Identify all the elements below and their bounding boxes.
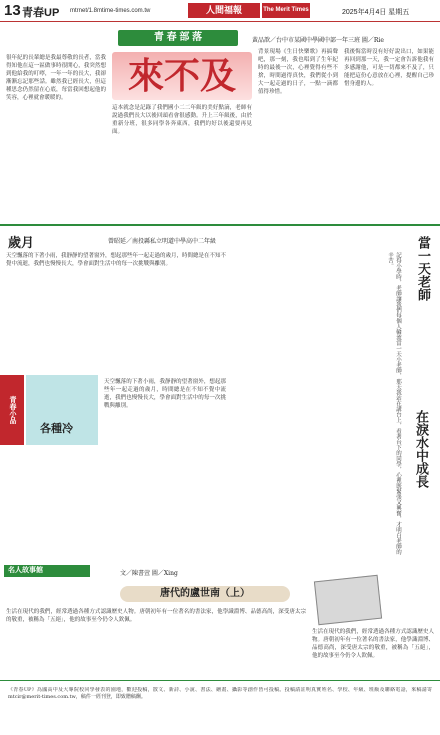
poem-text: 天空飄落的下著小雨，我靜靜的望著窗外，想起那些年一起走過的歲月，時間總是在不知不覺中流逝，我們也慢慢長大，學會面對生活中的每一次挑戰與離別。	[104, 379, 226, 409]
poem-title: 各種冷	[40, 422, 73, 435]
article-column: 背景現場《生日快樂歌》再搞聲吧，那一刻，我也唱到了生年紀時的最後一次，心裡覺得有些不捨，時間過得真快，我們從小到大一起走過的日子，一點一滴都值得珍惜。	[258, 49, 338, 95]
column-text: 記得小學時，老師讓我們每個人輪流當一天小老師，那天我站在講台上，看著台下的同學，心裡既緊張又興奮，才明白老師的辛苦。	[387, 252, 401, 555]
article-author: 黃品歆／台中市某國中學國中部一年三班 圖／Rie	[252, 37, 384, 44]
article-title: 來不及	[112, 52, 252, 100]
feature-title: 唐代的盧世南（上）	[120, 586, 290, 602]
page-number: 13	[4, 2, 21, 19]
column-title: 當一天老師	[415, 236, 430, 301]
footer-notice: 《青春UP》為國高中及大專院校同學發表的園地，歡迎投稿，散文、新詩、小說、書法、繪畫、攝影等創作皆可投稿。投稿請註明真實姓名、學校、年級、班級及聯絡電話，來稿請寄 mtcir@merit-times.com.tw，稿件一經刊登，即致贈稿酬。	[8, 687, 432, 700]
section-badge: 青 春 部 落	[118, 30, 238, 46]
article-column: 我後悔當時沒有好好說出口，如果能再回到那一天，我一定會告訴他我有多感謝他，可是一切都來不及了，只能把這份心意放在心裡，提醒自己珍惜身邊的人。	[344, 49, 434, 87]
footer	[0, 680, 440, 735]
divider	[0, 224, 440, 226]
feature-byline: 文／陳書萱 圖／Xing	[120, 570, 178, 577]
years-byline: 曾昭延／南投縣私立明道中學高中二年級	[108, 238, 217, 245]
column-title: 在淚水中成長	[413, 410, 428, 488]
newspaper-logo-en: The Merit Times	[262, 3, 310, 18]
page-header	[0, 0, 440, 22]
stamp-illustration	[314, 575, 382, 625]
years-title: 歲月	[8, 236, 35, 251]
site-url: mtrnet/1.8mtime-times.com.tw	[70, 8, 151, 14]
feature-text: 生活在現代的我們，經常透過各種方式認識歷史人物。唐朝初年有一位著名的書法家，他學識淵博、品德高尚，深受唐太宗的敬重，被稱為「五絕」，他的故事至今仍令人欽佩。	[312, 629, 434, 659]
section-name: 青春UP	[22, 7, 60, 19]
article-column: 很年紀的長輩總是我最尊敬的長者，當我得知他在這一區做事時很開心，我突然想到他給我的叮嚀，一年一年的長大，我卻漸漸忘記那些話。雖然我已經長大，但這種思念仍然留在心底，每當我回想起他的笑容，心裡就會暖暖的。	[6, 55, 106, 101]
article-column: 這本就念是記錄了我們國小二二年級的美好點滴，老師有說過我們長大以後回頭看會很感動。升上三年級後，由於重新分班，很多同學各奔東西，我們約好以後還要再見面。	[112, 105, 252, 135]
issue-date: 2025年4月4日 星期五	[342, 9, 410, 16]
years-text: 天空飄落的下著小雨，我靜靜的望著窗外，想起那些年一起走過的歲月，時間總是在不知不覺中流逝，我們也慢慢長大，學會面對生活中的每一次挑戰與離別。	[6, 253, 226, 267]
feature-text: 生活在現代的我們，經常透過各種方式認識歷史人物。唐朝初年有一位著名的書法家，他學識淵博、品德高尚，深受唐太宗的敬重，被稱為「五絕」，他的故事至今仍令人欽佩。	[6, 609, 306, 623]
newspaper-logo: 人間福報	[188, 3, 260, 18]
feature-label: 名人故事館	[4, 565, 90, 577]
side-tag: 青春小品	[0, 375, 24, 445]
